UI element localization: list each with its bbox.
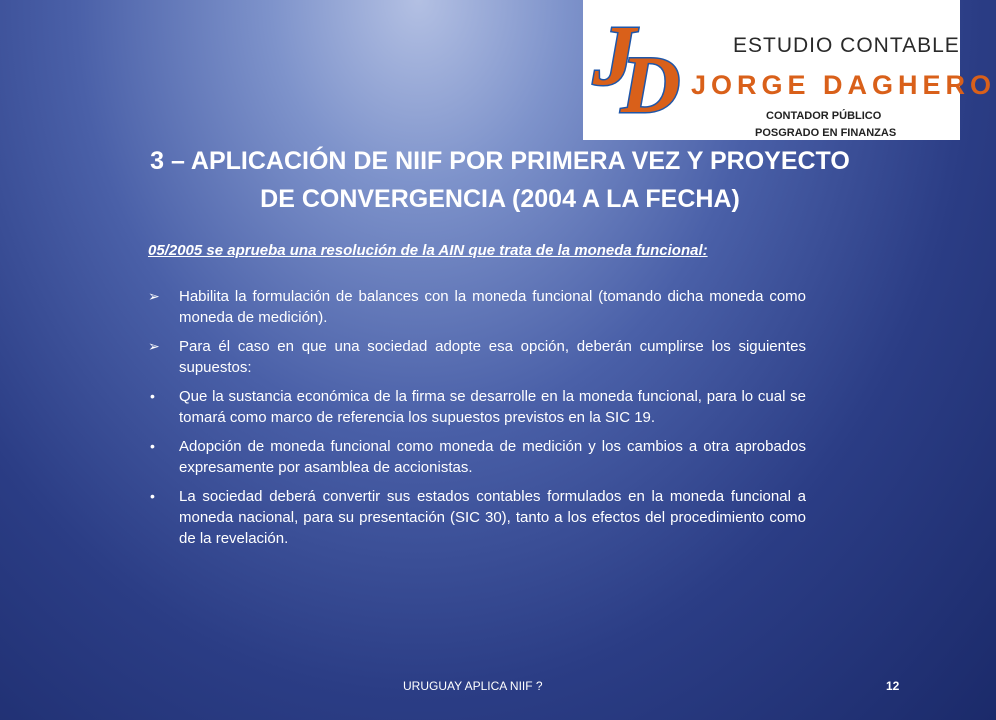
dot-bullet-icon: • <box>150 488 155 504</box>
arrow-bullet-icon: ➢ <box>148 288 160 304</box>
logo-initial-d: D <box>621 39 681 130</box>
jd-logo-mark <box>587 0 687 140</box>
dot-bullet-icon: • <box>150 388 155 404</box>
logo-initial-j: J <box>593 7 636 103</box>
list-item-text: Que la sustancia económica de la firma se desarrolle en la moneda funcional, para lo cual se tomará como marco de referencia los supuestos previstos en la SIC 19. <box>179 388 806 426</box>
list-item-text: Para él caso en que una sociedad adopte esa opción, deberán cumplirse los siguientes supuestos: <box>179 338 806 376</box>
list-item-text: Habilita la formulación de balances con la moneda funcional (tomando dicha moneda como moneda de medición). <box>179 288 806 326</box>
footer-title: URUGUAY APLICA NIIF ? <box>403 679 543 693</box>
list-item <box>148 286 806 328</box>
list-item <box>148 436 806 478</box>
list-item <box>148 386 806 428</box>
list-item-text: Adopción de moneda funcional como moneda de medición y los cambios a otra aprobados expresamente por asamblea de accionistas. <box>179 438 806 476</box>
logo-postgrad: POSGRADO EN FINANZAS <box>755 127 897 139</box>
dot-bullet-icon: • <box>150 438 155 454</box>
list-item <box>148 336 806 378</box>
logo-studio-label: ESTUDIO CONTABLE <box>733 34 960 57</box>
intro-heading: 05/2005 se aprueba una resolución de la AIN que trata de la moneda funcional: <box>148 242 708 259</box>
logo-profession: CONTADOR PÚBLICO <box>766 110 882 122</box>
arrow-bullet-icon: ➢ <box>148 338 160 354</box>
logo-name: JORGE DAGHERO <box>691 70 996 100</box>
page-number: 12 <box>886 679 900 693</box>
list-item <box>148 486 806 549</box>
list-item-text: La sociedad deberá convertir sus estados contables formulados en la moneda funcional a moneda nacional, para su presentación (SIC 30), tanto a los efectos del procedimiento como de la revelación. <box>179 488 806 547</box>
slide-title <box>120 142 880 218</box>
logo <box>583 0 996 140</box>
slide-body <box>148 238 806 557</box>
slide-title-line-1: 3 – APLICACIÓN DE NIIF POR PRIMERA VEZ Y PROYECTO <box>150 147 850 175</box>
slide-title-line-2: DE CONVERGENCIA (2004 A LA FECHA) <box>260 185 740 213</box>
